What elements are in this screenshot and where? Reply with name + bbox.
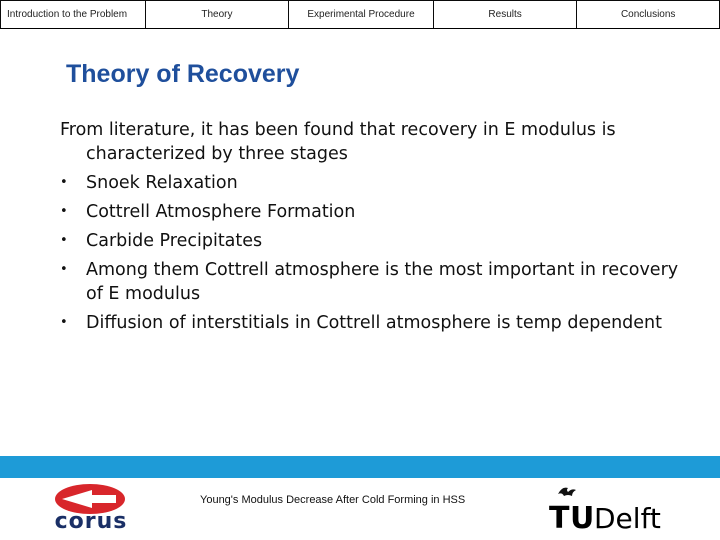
footer-band	[0, 456, 720, 478]
bullet-item: • Cottrell Atmosphere Formation	[60, 200, 700, 224]
nav-tab-results[interactable]: Results	[434, 1, 577, 28]
nav-tab-conclusions[interactable]: Conclusions	[577, 1, 719, 28]
slide-title: Theory of Recovery	[66, 60, 300, 88]
corus-logo-text: corus	[54, 509, 128, 532]
nav-tab-experimental-procedure[interactable]: Experimental Procedure	[289, 1, 433, 28]
bullet-item: • Snoek Relaxation	[60, 171, 700, 195]
intro-paragraph: From literature, it has been found that recovery in E modulus is characterized by three stages	[60, 120, 616, 164]
footer-presentation-title: Young's Modulus Decrease After Cold Forming in HSS	[200, 494, 466, 506]
bullet-item: • Among them Cottrell atmosphere is the most important in recovery of E modulus	[60, 258, 700, 306]
top-navigation-bar	[0, 0, 720, 29]
flame-icon	[558, 488, 576, 496]
tu-logo-u: U	[570, 501, 595, 532]
bullet-list	[60, 171, 700, 335]
bullet-item: • Diffusion of interstitials in Cottrell atmosphere is temp dependent	[60, 311, 700, 335]
tu-logo-t: T	[549, 501, 570, 532]
tu-delft-logo	[548, 484, 664, 532]
tu-logo-delft: Delft	[594, 502, 661, 532]
slide-body	[60, 118, 700, 340]
bullet-item: • Carbide Precipitates	[60, 229, 700, 253]
nav-tab-theory[interactable]: Theory	[146, 1, 289, 28]
corus-logo	[36, 482, 146, 532]
nav-tab-introduction[interactable]: Introduction to the Problem	[1, 1, 145, 28]
